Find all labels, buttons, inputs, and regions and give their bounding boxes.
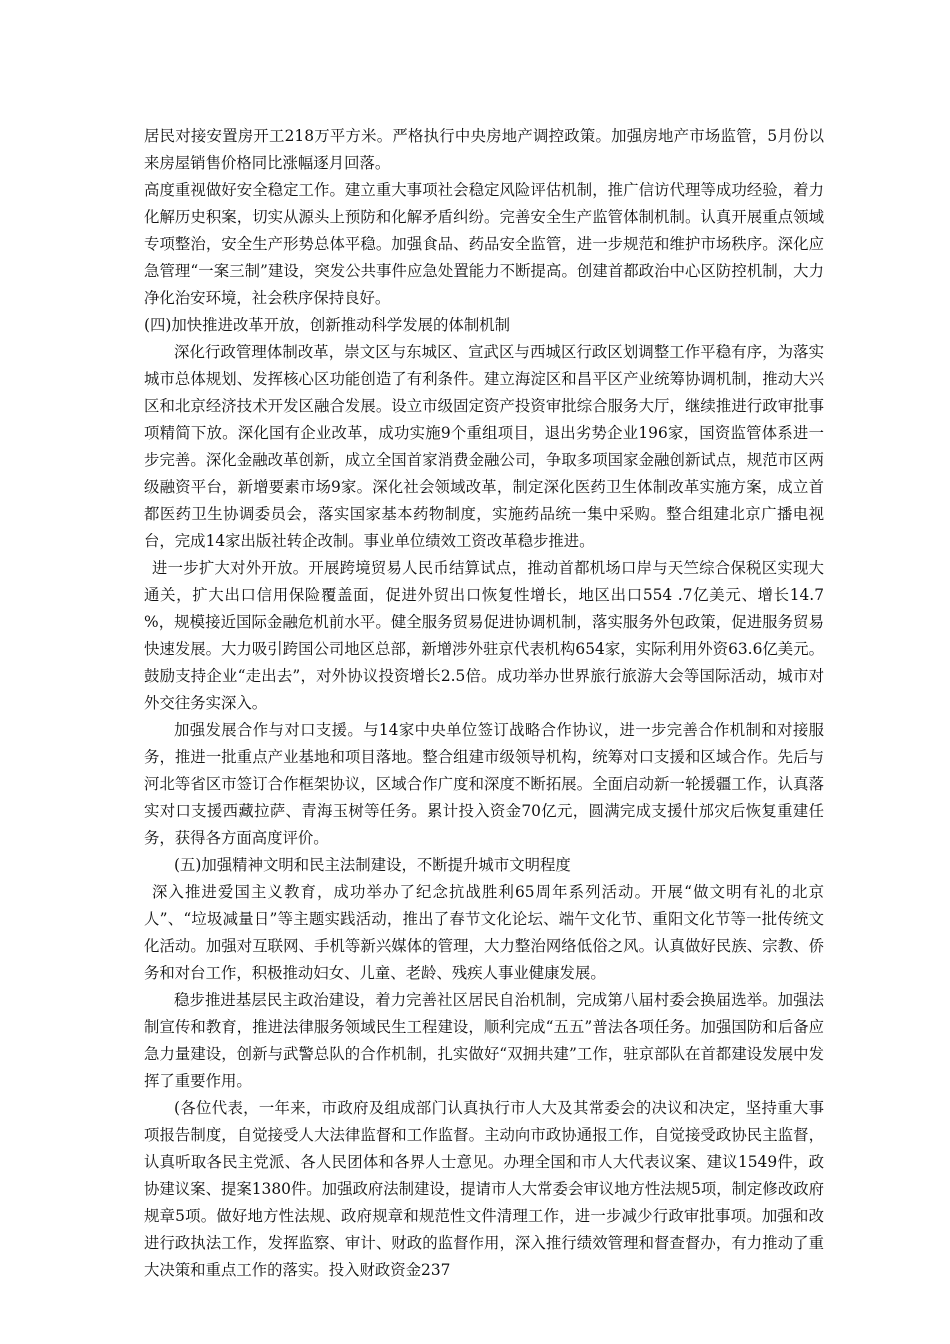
paragraph-grassroots-democracy: 稳步推进基层民主政治建设，着力完善社区居民自治机制，完成第八届村委会换届选举。加强法制宣传和教育，推进法律服务领域民生工程建设，顺利完成“五五”普法各项任务。加强国防和后备应急力量建设，创新与武警总队的合作机制，扎实做好“双拥共建”工作，驻京部队在首都建设发展中发挥了重要作用。	[144, 991, 824, 1090]
section-heading-reform: (四)加快推进改革开放，创新推动科学发展的体制机制	[144, 316, 510, 334]
paragraph-safety-stability: 高度重视做好安全稳定工作。建立重大事项社会稳定风险评估机制，推广信访代理等成功经验，着力化解历史积案，切实从源头上预防和化解矛盾纠纷。完善安全生产监管体制机制。认真开展重点领域专项整治，安全生产形势总体平稳。加强食品、药品安全监管，进一步规范和维护市场秩序。深化应急管理“一案三制”建设，突发公共事件应急处置能力不断提高。创建首都政治中心区防控机制，大力净化治安环境，社会秩序保持良好。	[144, 181, 824, 307]
paragraph-representatives: (各位代表，一年来，市政府及组成部门认真执行市人大及其常委会的决议和决定，坚持重大事项报告制度，自觉接受人大法律监督和工作监督。主动向市政协通报工作，自觉接受政协民主监督，认真听取各民主党派、各人民团体和各界人士意见。办理全国和市人大代表议案、建议1549件，政协建议案、提案1380件。加强政府法制建设，提请市人大常委会审议地方性法规5项，制定修改政府规章5项。做好地方性法规、政府规章和规范性文件清理工作，进一步减少行政审批事项。加强和改进行政执法工作，发挥监察、审计、财政的监督作用，深入推行绩效管理和督查督办，有力推动了重大决策和重点工作的落实。投入财政资金237	[144, 1099, 824, 1279]
paragraph-opening-up: 进一步扩大对外开放。开展跨境贸易人民币结算试点，推动首都机场口岸与天竺综合保税区实现大通关，扩大出口信用保险覆盖面，促进外贸出口恢复性增长，地区出口554 .7亿美元、增长14.7 %，规模接近国际金融危机前水平。健全服务贸易促进协调机制，落实服务外包政策，促进服务贸易快速发展。大力吸引跨国公司地区总部，新增涉外驻京代表机构654家，实际利用外资63.6亿美元。鼓励支持企业“走出去”，对外协议投资增长2.5倍。成功举办世界旅行旅游大会等国际活动，城市对外交往务实深入。	[144, 559, 824, 712]
paragraph-patriotic-education: 深入推进爱国主义教育，成功举办了纪念抗战胜利65周年系列活动。开展“做文明有礼的北京人”、“垃圾减量日”等主题实践活动，推出了春节文化论坛、端午文化节、重阳文化节等一批传统文化活动。加强对互联网、手机等新兴媒体的管理，大力整治网络低俗之风。认真做好民族、宗教、侨务和对台工作，积极推动妇女、儿童、老龄、残疾人事业健康发展。	[144, 883, 824, 982]
paragraph-admin-reform: 深化行政管理体制改革，崇文区与东城区、宣武区与西城区行政区划调整工作平稳有序，为落实城市总体规划、发挥核心区功能创造了有利条件。建立海淀区和昌平区产业统筹协调机制，推动大兴区和北京经济技术开发区融合发展。设立市级固定资产投资审批综合服务大厅，继续推进行政审批事项精简下放。深化国有企业改革，成功实施9个重组项目，退出劣势企业196家，国资监管体系进一步完善。深化金融改革创新，成立全国首家消费金融公司，争取多项国家金融创新试点，规范市区两级融资平台，新增要素市场9家。深化社会领域改革，制定深化医药卫生体制改革实施方案，成立首都医药卫生协调委员会，落实国家基本药物制度，实施药品统一集中采购。整合组建北京广播电视台，完成14家出版社转企改制。事业单位绩效工资改革稳步推进。	[144, 343, 824, 550]
section-heading-civilization: (五)加强精神文明和民主法制建设，不断提升城市文明程度	[174, 856, 571, 874]
paragraph-housing: 居民对接安置房开工218万平方米。严格执行中央房地产调控政策。加强房地产市场监管，5月份以来房屋销售价格同比涨幅逐月回落。	[144, 127, 824, 172]
document-body	[144, 123, 824, 1284]
paragraph-cooperation: 加强发展合作与对口支援。与14家中央单位签订战略合作协议，进一步完善合作机制和对接服务，推进一批重点产业基地和项目落地。整合组建市级领导机构，统筹对口支援和区域合作。先后与河北等省区市签订合作框架协议，区域合作广度和深度不断拓展。全面启动新一轮援疆工作，认真落实对口支援西藏拉萨、青海玉树等任务。累计投入资金70亿元，圆满完成支援什邡灾后恢复重建任务，获得各方面高度评价。	[144, 721, 824, 847]
